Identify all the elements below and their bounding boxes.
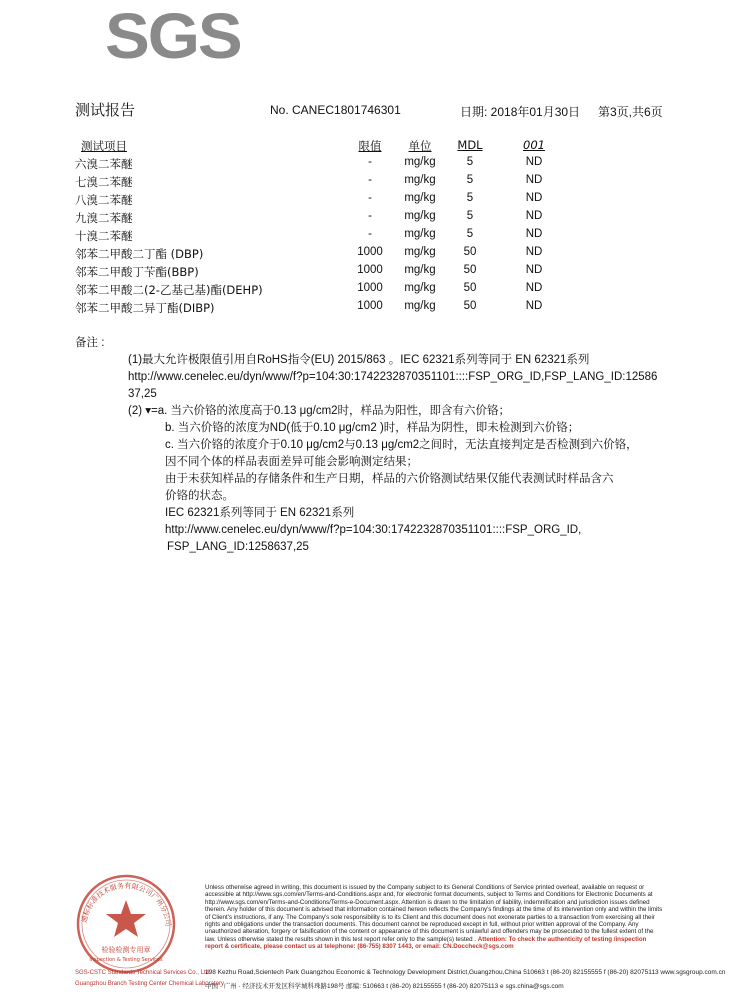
page-number: 第3页,共6页: [598, 105, 663, 119]
col-item: 测试项目: [81, 139, 127, 153]
cell-result: ND: [525, 246, 543, 258]
table-row: [75, 298, 675, 316]
notes-heading: 备注 :: [75, 337, 105, 349]
col-unit: 单位: [408, 139, 432, 153]
cell-limit: 1000: [357, 282, 383, 294]
report-title: 测试报告: [75, 101, 136, 119]
cell-mdl: 5: [466, 192, 474, 204]
note-2a: (2) ▾=a. 当六价铬的浓度高于0.13 μg/cm2时，样品为阳性，即含有六价铬；: [128, 405, 511, 417]
address-en: 198 Kezhu Road,Scientech Park Guangzhou Economic & Technology Development District,Guangzhou,China 510663 t (86-20) 82155555 f (86-20) 82075113 www.sgsgroup.com.cn: [205, 969, 726, 976]
cell-result: ND: [525, 210, 543, 222]
cell-mdl: 5: [466, 228, 474, 240]
stamp-center-text: 检验检测专用章: [101, 946, 151, 954]
cell-mdl: 5: [466, 156, 474, 168]
cell-unit: mg/kg: [404, 156, 436, 168]
cell-result: ND: [525, 156, 543, 168]
col-mdl: MDL: [457, 138, 483, 152]
note-1-url-cont: 37,25: [128, 388, 157, 400]
cell-limit: 1000: [357, 300, 383, 312]
cell-item: 六溴二苯醚: [75, 157, 133, 171]
cell-mdl: 50: [463, 264, 477, 276]
table-row: [75, 208, 675, 226]
cell-mdl: 50: [463, 282, 477, 294]
cell-mdl: 50: [463, 300, 477, 312]
report-date: 日期: 2018年01月30日: [460, 105, 581, 119]
authenticity-note: Attention: To check the authenticity of testing /inspection report & certificate, please contact us at telephone: (86-755) 8307 1443, or email: CN.Doccheck@sgs.com: [205, 935, 647, 951]
branch-lab-en: Guangzhou Branch Testing Center Chemical Laboratory: [75, 981, 224, 987]
note-2-url-cont: FSP_LANG_ID:1258637,25: [167, 541, 309, 553]
table-row: [75, 262, 675, 280]
cell-result: ND: [525, 192, 543, 204]
table-header: [75, 136, 675, 154]
cell-item: 邻苯二甲酸二(2-乙基己基)酯(DEHP): [75, 283, 263, 297]
note-2e: 由于未获知样品的存储条件和生产日期，样品的六价铬测试结果仅能代表测试时样品含六: [165, 473, 614, 485]
cell-mdl: 5: [466, 210, 474, 222]
report-number: No. CANEC1801746301: [270, 103, 401, 117]
address-cn: 中国 · 广州 · 经济技术开发区科学城科珠路198号 邮编: 510663 t (86-20) 82155555 f (86-20) 82075113 e sgs.china@sgs.com: [205, 983, 564, 990]
cell-unit: mg/kg: [404, 264, 436, 276]
cell-mdl: 5: [466, 174, 474, 186]
note-2g: IEC 62321系列等同于 EN 62321系列: [165, 507, 355, 519]
cell-unit: mg/kg: [404, 246, 436, 258]
stamp-ring-text: 通标标准技术服务有限公司广州分公司: [80, 881, 173, 927]
disclaimer-text: Unless otherwise agreed in writing, this document is issued by the Company subject to its General Conditions of Service printed overleaf, available on request or accessible at http://www.sgs.com/en/Terms-and-Conditions.aspx and, for electronic format documents, subject to Terms and Conditions for Electronic Documents at http://www.sgs.com/en/Terms-and-Conditions/Terms-e-Document.aspx. Attention is drawn to the limitation of liability, indemnification and jurisdiction issues defined therein. Any holder of this document is advised that information contained hereon reflects the Company's findings at the time of its intervention only and within the limits of Client's instructions, if any. The Company's sole responsibility is to its Client and this document does not exonerate parties to a transaction from exercising all their rights and obligations under the transaction documents. This document cannot be reproduced except in full, without prior written approval of the Company. Any unauthorized alteration, forgery or falsification of the content or appearance of this document is unlawful and offenders may be prosecuted to the fullest extent of the law. Unless otherwise stated the results shown in this test report refer only to the sample(s) tested .: [205, 884, 663, 943]
cell-limit: -: [368, 210, 372, 222]
cell-unit: mg/kg: [404, 174, 436, 186]
col-limit: 限值: [358, 139, 382, 153]
sgs-logo: SGS: [105, 0, 241, 72]
cell-item: 九溴二苯醚: [75, 211, 133, 225]
table-row: [75, 226, 675, 244]
seal-stamp: [56, 872, 196, 982]
cell-unit: mg/kg: [404, 228, 436, 240]
table-row: [75, 172, 675, 190]
table-row: [75, 154, 675, 172]
note-2c: c. 当六价铬的浓度介于0.10 μg/cm2与0.13 μg/cm2之间时，无法直接判定是否检测到六价铬，: [165, 439, 638, 451]
cell-result: ND: [525, 282, 543, 294]
cell-limit: -: [368, 192, 372, 204]
cell-result: ND: [525, 300, 543, 312]
star-icon: [106, 900, 146, 937]
cell-result: ND: [525, 228, 543, 240]
table-row: [75, 190, 675, 208]
cell-unit: mg/kg: [404, 192, 436, 204]
cell-item: 十溴二苯醚: [75, 229, 133, 243]
note-2b: b. 当六价铬的浓度为ND(低于0.10 μg/cm2 )时，样品为阴性，即未检测到六价铬；: [165, 422, 580, 434]
cell-result: ND: [525, 174, 543, 186]
stamp-sub-text: Inspection & Testing Services: [89, 957, 163, 963]
table-row: [75, 280, 675, 298]
note-2-url: http://www.cenelec.eu/dyn/www/f?p=104:30:1742232870351101::::FSP_ORG_ID,: [165, 524, 582, 536]
cell-item: 邻苯二甲酸二丁酯 (DBP): [75, 247, 204, 261]
col-sample: 001: [523, 138, 545, 152]
note-2d: 因不同个体的样品表面差异可能会影响测定结果；: [165, 456, 418, 468]
cell-limit: 1000: [357, 246, 383, 258]
cell-limit: 1000: [357, 264, 383, 276]
footer-disclaimer: [205, 884, 665, 951]
cell-mdl: 50: [463, 246, 477, 258]
note-2f: 价铬的状态。: [165, 490, 234, 502]
cell-unit: mg/kg: [404, 300, 436, 312]
cell-limit: -: [368, 156, 372, 168]
table-row: [75, 244, 675, 262]
cell-result: ND: [525, 264, 543, 276]
cell-unit: mg/kg: [404, 282, 436, 294]
cell-unit: mg/kg: [404, 210, 436, 222]
branch-name-en: SGS-CSTC Standards Technical Services Co., Ltd.: [75, 970, 211, 976]
note-1: (1)最大允许极限值引用自RoHS指令(EU) 2015/863 。IEC 62321系列等同于 EN 62321系列: [128, 354, 590, 366]
cell-item: 八溴二苯醚: [75, 193, 133, 207]
cell-item: 邻苯二甲酸丁苄酯(BBP): [75, 265, 199, 279]
note-1-url: http://www.cenelec.eu/dyn/www/f?p=104:30:1742232870351101::::FSP_ORG_ID,FSP_LANG_ID:12586: [128, 371, 658, 383]
cell-limit: -: [368, 228, 372, 240]
cell-item: 七溴二苯醚: [75, 175, 133, 189]
results-table: [75, 136, 675, 316]
cell-item: 邻苯二甲酸二异丁酯(DIBP): [75, 301, 215, 315]
cell-limit: -: [368, 174, 372, 186]
